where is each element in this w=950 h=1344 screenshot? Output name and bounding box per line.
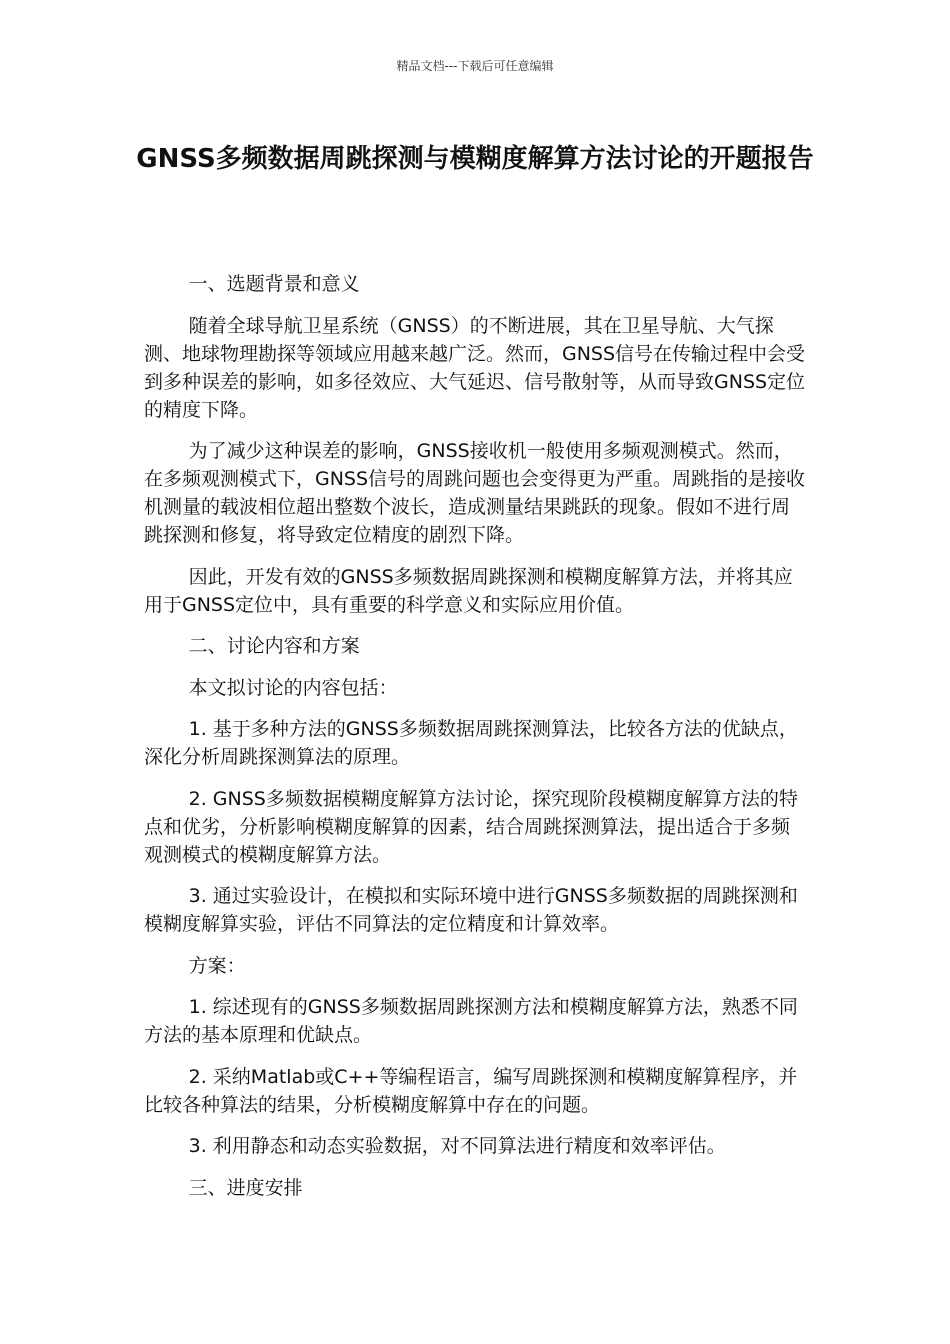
body-paragraph: 随着全球导航卫星系统（GNSS）的不断进展，其在卫星导航、大气探测、地球物理勘探等领域应用越来越广泛。然而，GNSS信号在传输过程中会受到多种误差的影响，如多径效应、大气延迟、信号散射等，从而导致GNSS定位的精度下降。 [144, 314, 806, 421]
list-item: 1. 基于多种方法的GNSS多频数据周跳探测算法，比较各方法的优缺点，深化分析周跳探测算法的原理。 [144, 718, 798, 768]
body-paragraph: 为了减少这种误差的影响，GNSS接收机一般使用多频观测模式。然而，在多频观测模式下，GNSS信号的周跳问题也会变得更为严重。周跳指的是接收机测量的载波相位超出整数个波长，造成测量结果跳跃的现象。假如不进行周跳探测和修复，将导致定位精度的剧烈下降。 [144, 440, 806, 546]
subheading-plan: 方案： [188, 954, 246, 977]
body-paragraph: 本文拟讨论的内容包括： [188, 676, 398, 699]
section-heading-background: 一、选题背景和意义 [188, 273, 360, 295]
list-item: 2. GNSS多频数据模糊度解算方法讨论，探究现阶段模糊度解算方法的特点和优劣，分析影响模糊度解算的因素，结合周跳探测算法，提出适合于多频观测模式的模糊度解算方法。 [144, 787, 798, 866]
section-heading-content-plan: 二、讨论内容和方案 [188, 635, 360, 657]
body-paragraph: 因此，开发有效的GNSS多频数据周跳探测和模糊度解算方法，并将其应用于GNSS定位中，具有重要的科学意义和实际应用价值。 [144, 565, 793, 616]
document-title: GNSS多频数据周跳探测与模糊度解算方法讨论的开题报告 [136, 144, 814, 174]
list-item: 3. 通过实验设计，在模拟和实际环境中进行GNSS多频数据的周跳探测和模糊度解算实验，评估不同算法的定位精度和计算效率。 [144, 885, 798, 935]
list-item: 3. 利用静态和动态实验数据，对不同算法进行精度和效率评估。 [188, 1135, 726, 1157]
document-body [144, 270, 806, 1215]
section-heading-schedule: 三、进度安排 [188, 1176, 303, 1199]
list-item: 1. 综述现有的GNSS多频数据周跳探测方法和模糊度解算方法，熟悉不同方法的基本原理和优缺点。 [144, 996, 798, 1046]
list-item: 2. 采纳Matlab或C++等编程语言，编写周跳探测和模糊度解算程序，并比较各种算法的结果，分析模糊度解算中存在的问题。 [144, 1065, 798, 1116]
header-note: 精品文档---下载后可任意编辑 [396, 59, 554, 73]
